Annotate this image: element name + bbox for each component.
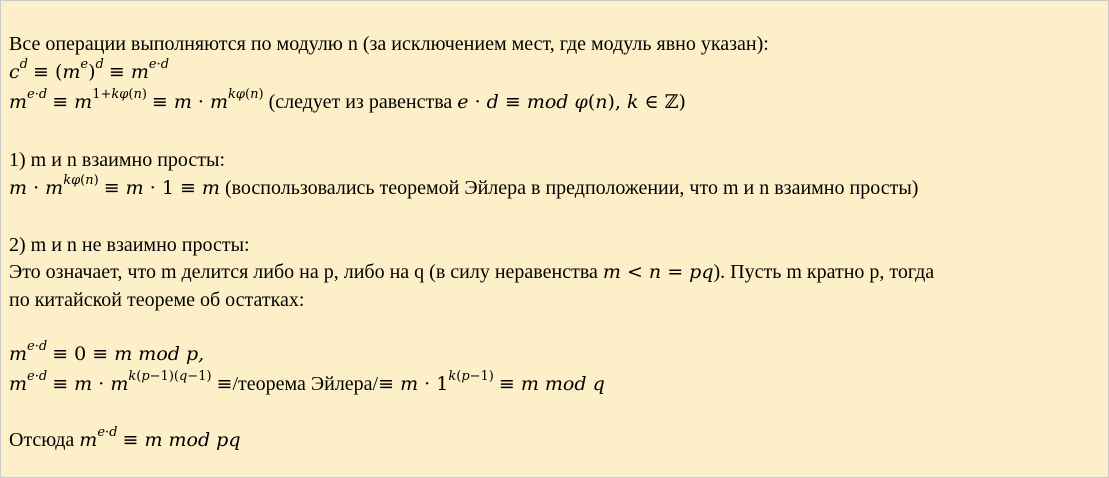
formula-m-ed: $m^{e\cdot d} \equiv m^{1+k\varphi(n)} \equiv m \cdot m^{k\varphi(n)}$ (следует из равенства e · d ≡ mod φ(n), k ∈ ℤ): [9, 87, 686, 113]
conclusion: Отсюда $m^{e\cdot d} \equiv m$ mod pq: [9, 425, 241, 451]
case1-note: (воспользовались теоремой Эйлера в предположении, что m и n взаимно просты): [224, 177, 919, 199]
formula-mod-q: $m^{e\cdot d} \equiv m \cdot m^{k(p-1)(q-1)}$ ≡/теорема Эйлера/≡ $m \cdot 1^{k(p-1)} \equiv m$ mod q: [9, 369, 605, 395]
case2-text-cont: по китайской теореме об остатках:: [9, 289, 305, 311]
case1-title: 1) m и n взаимно просты:: [9, 149, 226, 171]
intro-text: Все операции выполняются по модулю n (за исключением мест, где модуль явно указан):: [9, 33, 769, 55]
formula-note: (следует из равенства: [268, 91, 453, 113]
euler-label: /теорема Эйлера/: [232, 373, 379, 395]
case2-text: Это означает, что m делится либо на p, либо на q (в силу неравенства m < n = pq). Пусть m кратно p, тогда: [9, 261, 935, 283]
formula-c-d: $c^d \equiv (m^e)^d \equiv m^{e\cdot d}$: [9, 57, 170, 83]
case1-formula: $m \cdot m^{k\varphi(n)} \equiv m \cdot 1 \equiv m$ (воспользовались теоремой Эйлера в предположении, что m и n взаимно просты): [9, 173, 919, 199]
case2-title: 2) m и n не взаимно просты:: [9, 234, 250, 256]
formula-mod-p: $m^{e\cdot d} \equiv 0 \equiv m$ mod p,: [9, 339, 205, 365]
